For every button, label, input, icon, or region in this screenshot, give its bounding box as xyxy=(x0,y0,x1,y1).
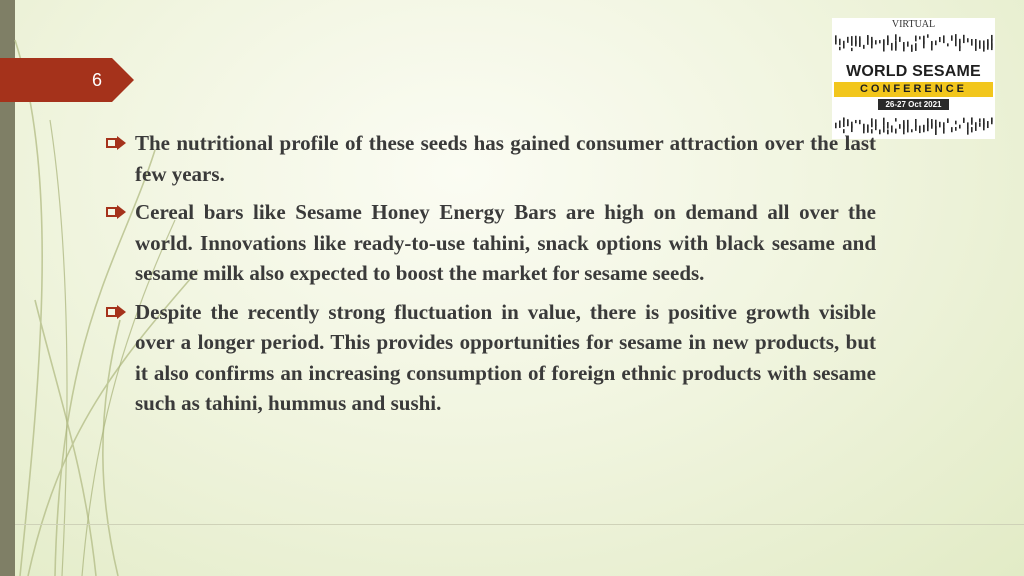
bullet-text: Despite the recently strong fluctuation in value, there is positive growth visible over a longer period. This provides opportunities for sesame in new products, but it also confirms an increasing consumption of foreign ethnic products with sesame such as tahini, hummus and sushi. xyxy=(135,299,876,415)
logo-dates: 26-27 Oct 2021 xyxy=(885,100,942,109)
logo-conference-band xyxy=(834,82,993,97)
bullet-text: Cereal bars like Sesame Honey Energy Bars are high on demand all over the world. Innovations like ready-to-use tahini, snack options with black sesame and sesame milk also expected to boost the market for sesame seeds. xyxy=(135,200,876,285)
bullet-item xyxy=(106,197,876,289)
logo-title: WORLD SESAME xyxy=(846,63,981,80)
bullet-text: The nutritional profile of these seeds has gained consumer attraction over the last few years. xyxy=(135,131,876,186)
slide-number: 6 xyxy=(91,70,102,90)
arrow-bullet-icon xyxy=(106,205,126,219)
slide-number-tab xyxy=(0,58,134,102)
logo-pattern-top xyxy=(832,33,995,53)
arrow-bullet-icon xyxy=(106,136,126,150)
bullet-list xyxy=(106,128,876,427)
bullet-item xyxy=(106,297,876,419)
bottom-divider xyxy=(15,524,1024,525)
bullet-item xyxy=(106,128,876,189)
logo-virtual-label: VIRTUAL xyxy=(891,19,936,30)
logo-date-band xyxy=(878,99,949,110)
conference-logo xyxy=(832,18,995,139)
slide-number-tab-shape xyxy=(0,58,134,102)
logo-conference-text: CONFERENCE xyxy=(859,83,967,95)
arrow-bullet-icon xyxy=(106,305,126,319)
